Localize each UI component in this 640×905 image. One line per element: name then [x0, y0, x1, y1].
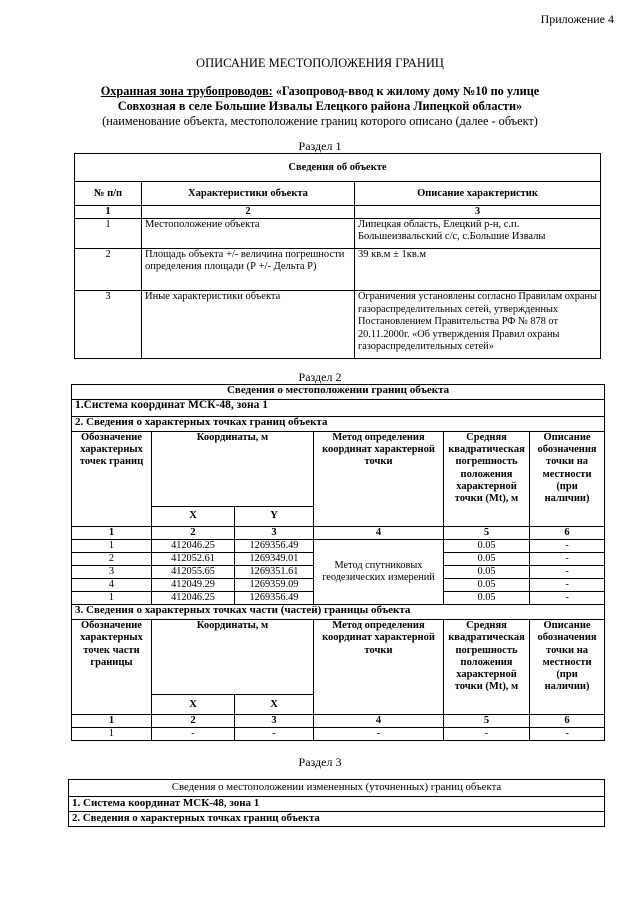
points-header: 2. Сведения о характерных точках границ объекта	[72, 417, 605, 432]
table-row	[72, 540, 605, 553]
point-y: 1269356.49	[235, 592, 314, 605]
part-point-method: -	[314, 728, 444, 741]
part-point-y: -	[235, 728, 314, 741]
section2-header: Сведения о местоположении границ объекта	[72, 385, 605, 400]
object-name-part1: «Газопровод-ввод к жилому дому №10 по улице	[272, 84, 540, 98]
table-row	[75, 291, 601, 359]
row-number: 3	[75, 291, 142, 359]
row-value: 39 кв.м ± 1кв.м	[355, 249, 601, 291]
row-name: Местоположение объекта	[142, 219, 355, 249]
col-x: X	[152, 507, 235, 527]
method-value: Метод спутниковых геодезических измерений	[314, 540, 444, 605]
num-3: 3	[235, 715, 314, 728]
row-value: Ограничения установлены согласно Правилам охраны газораспределительных сетей, утвержденных Постановлением Правительства РФ № 878 от 20.11.2000г. «Об утверждения Правил охраны газораспределительных сетей»	[355, 291, 601, 359]
num-5: 5	[444, 715, 530, 728]
section1-header: Сведения об объекте	[75, 154, 601, 182]
section2-caption: Раздел 2	[298, 370, 342, 384]
object-description	[60, 84, 580, 129]
object-note: (наименование объекта, местоположение границ которого описано (далее - объект)	[102, 114, 538, 128]
point-x: 412055.65	[152, 566, 235, 579]
col-point-description: Описание обозначения точки на местности (при наличии)	[530, 432, 605, 527]
table-row	[75, 249, 601, 291]
point-mt: 0.05	[444, 540, 530, 553]
point-y: 1269351.61	[235, 566, 314, 579]
col-error: Средняя квадратическая погрешность положения характерной точки (Mt), м	[444, 432, 530, 527]
row-name: Иные характеристики объекта	[142, 291, 355, 359]
num-2: 2	[142, 206, 355, 219]
point-mt: 0.05	[444, 592, 530, 605]
num-4: 4	[314, 527, 444, 540]
point-number: 4	[72, 579, 152, 592]
num-6: 6	[530, 527, 605, 540]
row-number: 1	[75, 219, 142, 249]
point-number: 1	[72, 592, 152, 605]
num-6: 6	[530, 715, 605, 728]
num-1: 1	[72, 527, 152, 540]
col-number: № п/п	[75, 182, 142, 206]
num-2: 2	[152, 715, 235, 728]
col-part-x: X	[152, 695, 235, 715]
col-part-designation: Обозначение характерных точек части границы	[72, 620, 152, 715]
point-mt: 0.05	[444, 553, 530, 566]
col-part-method: Метод определения координат характерной точки	[314, 620, 444, 715]
section2-table	[71, 384, 605, 741]
point-number: 1	[72, 540, 152, 553]
point-x: 412052.61	[152, 553, 235, 566]
point-y: 1269359.09	[235, 579, 314, 592]
point-number: 3	[72, 566, 152, 579]
col-part-y: X	[235, 695, 314, 715]
point-desc: -	[530, 579, 605, 592]
object-name-line1	[60, 84, 580, 99]
section3-table	[68, 779, 605, 827]
section1-caption: Раздел 1	[298, 139, 342, 153]
section1-table	[74, 153, 601, 359]
num-5: 5	[444, 527, 530, 540]
row-name: Площадь объекта +/- величина погрешности определения площади (Р +/- Дельта Р)	[142, 249, 355, 291]
appendix-label: Приложение 4	[540, 12, 614, 26]
col-part-coordinates: Координаты, м	[152, 620, 314, 695]
num-4: 4	[314, 715, 444, 728]
point-desc: -	[530, 592, 605, 605]
col-part-description: Описание обозначения точки на местности (при наличии)	[530, 620, 605, 715]
point-desc: -	[530, 553, 605, 566]
num-1: 1	[72, 715, 152, 728]
num-2: 2	[152, 527, 235, 540]
col-y: Y	[235, 507, 314, 527]
col-coordinates: Координаты, м	[152, 432, 314, 507]
point-desc: -	[530, 566, 605, 579]
point-x: 412046.25	[152, 540, 235, 553]
point-x: 412049.29	[152, 579, 235, 592]
object-name-line2: Совхозная в селе Большие Извалы Елецкого района Липецкой области»	[117, 99, 523, 113]
table-row	[75, 219, 601, 249]
row-number: 2	[75, 249, 142, 291]
col-method: Метод определения координат характерной точки	[314, 432, 444, 527]
row-value: Липецкая область, Елецкий р-н, с.п. Большеизвальский с/с, с.Большие Извалы	[355, 219, 601, 249]
document-title: ОПИСАНИЕ МЕСТОПОЛОЖЕНИЯ ГРАНИЦ	[196, 56, 444, 70]
parts-header: 3. Сведения о характерных точках части (частей) границы объекта	[72, 605, 605, 620]
col-description: Описание характеристик	[355, 182, 601, 206]
section3-coordinate-system: 1. Система координат МСК-48, зона 1	[69, 797, 605, 812]
section3-points-header: 2. Сведения о характерных точках границ объекта	[69, 812, 605, 827]
col-point-designation: Обозначение характерных точек границ	[72, 432, 152, 527]
point-y: 1269349.01	[235, 553, 314, 566]
section3-header: Сведения о местоположении измененных (уточненных) границ объекта	[69, 780, 605, 797]
point-mt: 0.05	[444, 579, 530, 592]
table-row	[72, 728, 605, 741]
part-point-x: -	[152, 728, 235, 741]
col-part-error: Средняя квадратическая погрешность положения характерной точки (Mt), м	[444, 620, 530, 715]
part-point-mt: -	[444, 728, 530, 741]
point-number: 2	[72, 553, 152, 566]
col-characteristic: Характеристики объекта	[142, 182, 355, 206]
num-3: 3	[355, 206, 601, 219]
point-desc: -	[530, 540, 605, 553]
part-point-desc: -	[530, 728, 605, 741]
coordinate-system: 1.Система координат МСК-48, зона 1	[72, 400, 605, 417]
num-3: 3	[235, 527, 314, 540]
object-label: Охранная зона трубопроводов:	[100, 84, 273, 98]
part-point-number: 1	[72, 728, 152, 741]
section3-caption: Раздел 3	[298, 755, 342, 769]
point-mt: 0.05	[444, 566, 530, 579]
point-x: 412046.25	[152, 592, 235, 605]
point-y: 1269356.49	[235, 540, 314, 553]
num-1: 1	[75, 206, 142, 219]
